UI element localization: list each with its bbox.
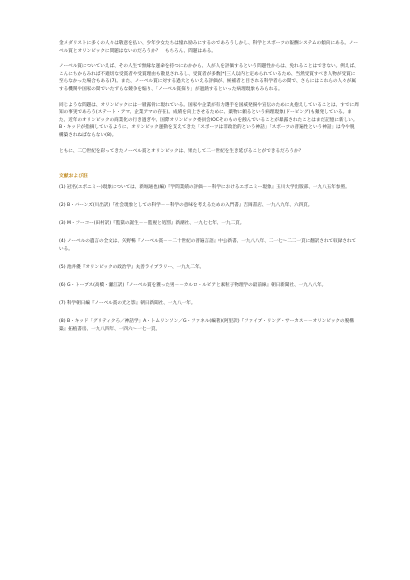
reference-item: (8) B・キッド「グリティクろ／神話学」A・トムリンソン／G・ファネル(編著)(阿里訳)『ファイブ・リング・サーカス－－オリンピックの脱構築』拓植書房、一九八四年、一四六～一七一頁。 [59,319,354,332]
reference-item: (4) ノーベルの遺言の全文は、矢野暢『ノーベル賞－－二十世紀の普遍言語』中公新書、一九八八年、二一七～二二一頁に翻訳されて収録されている。 [59,239,357,252]
body-paragraph: 同じような問題は、オリンピックには一層露骨に現れている。国家や企業が有力選手を国威発揚や宣伝のために丸抱えしていることは、すでに周知の事実であろう(ステート・アマ、企業アマの存在)。成績を向上させるために、薬物に頼るという病理現象(ドーピング)も頻発している。また、近年のオリンピックの商業化の行き過ぎや、国際オリンピック委員会IOCそのものを蝕んでいることが暴露されたことはまだ記憶に新しい。B・キッドが指摘しているように、オリンピック運動を支えてきた「スポーツは非政治的という神話」「スポーツの普遍性という神話」は今や脱構築されねばならない(8)。 [59,102,359,138]
reference-item: (5) 池井優『オリンピックの政治学』丸善ライブラリー、一九九二年。 [59,265,205,271]
references-title: 文献および註 [59,174,88,180]
body-paragraph: 金メダリストに多くの人々は敬意を払い、少年少女たちは憧れ励みにするのであろうしかし、科学とスポーツの報酬システムの傾向にある。ノーベル賞とオリンピックに問題はないのだろうか？ もちろん、問題はある。 [59,41,359,54]
document-content [59,40,359,344]
reference-item: (3) M・フーコー(田村訳)『監獄の誕生－－監視と処罰』新潮社、一九七七年、一九二頁。 [59,221,245,227]
body-paragraph: ノーベル賞についていえば、その人生で無縁な運命を持つにわかから、人が人を評価するという問題性からは、免れることはできない。例えば、こんにちからみれば不適切な受賞者や受賞理由も散見されるし、受賞者が多数[*]三人以内と定められているため、当然受賞すべき人物が受賞に至らなかった場合もある(7)。また、ノーベル賞に対する過大ともいえる評価が、候補者と目される科学者らの間で、さらにはこれらの人々が属する機関や国家の間でいたずらな競争を煽り、「ノーベル賞探り」が過熱するといった病理現象もみられる。 [59,64,359,92]
reference-item: (1) 冠名(エポニミー)現象については、新堀通也(編)『学問業績の評価－－科学におけるエポニミー現象』玉川大学出版部、一九八五年参照。 [59,185,350,191]
reference-item: (2) B・バーンズ(川出訳)『社会現象としての科学－－科学の意味を考えるための入門書』吉岡書店、一九八九年、六四頁。 [59,203,313,209]
body-paragraph: ともに、二〇世紀を彩ってきたノーベル賞とオリンピックは、果たして二一世紀を生き延びることができるだろうか？ [59,148,304,154]
reference-item: (7) 科学朝日編『ノーベル賞の光と影』朝日新聞社、一九八一年。 [59,301,196,307]
reference-item: (6) G・トーブス(高橋・瀬江訳)『ノーベル賞を獲った男－－カルロ・ルビアと素粒子物理学の最前線』朝日新聞社、一九八八年。 [59,283,327,289]
